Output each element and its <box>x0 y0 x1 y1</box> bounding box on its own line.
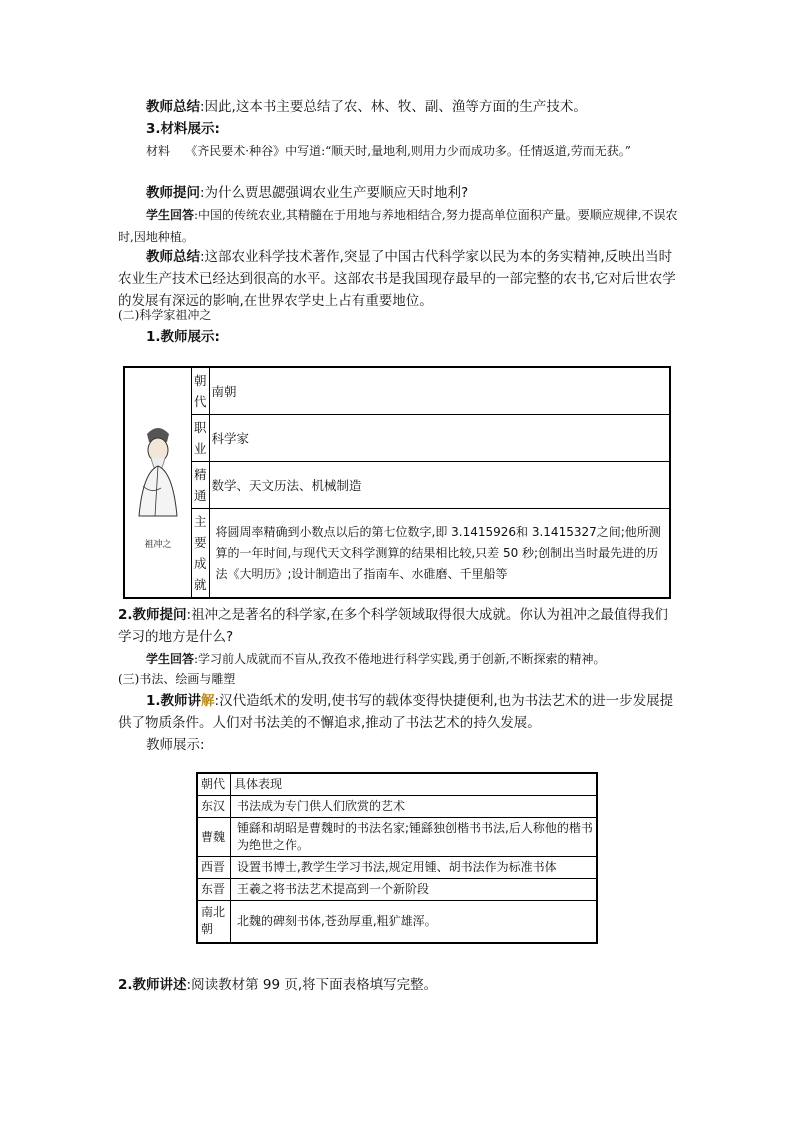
cell-details: 锺繇和胡昭是曹魏时的书法名家;锺繇独创楷书书法,后人称他的楷书为绝世之作。 <box>231 818 598 857</box>
row-label-profession: 职业 <box>192 415 210 462</box>
student-answer-1: 学生回答:中国的传统农业,其精髓在于用地与养地相结合,努力提高单位面积产量。要顺应规律,不误农时,因地种植。 <box>118 208 678 244</box>
teacher-narration-2: 2.教师讲述:阅读教材第 99 页,将下面表格填写完整。 <box>118 977 438 993</box>
teacher-summary-1: 教师总结:因此,这本书主要总结了农、林、牧、副、渔等方面的生产技术。 <box>146 99 587 115</box>
header-details: 具体表现 <box>231 773 598 796</box>
zu-chongzhi-table <box>123 366 671 599</box>
cell-details: 书法成为专门供人们欣赏的艺术 <box>231 796 598 818</box>
row-value-achievements: 将圆周率精确到小数点以后的第七位数字,即 3.1415926和 3.1415327之间;他所测算的一年时间,与现代天文科学测算的结果相比较,只差 50 秒;创制出当时最先进的历法《大明历》;设计制造出了指南车、水碓磨、千里船等 <box>209 509 670 599</box>
material-quote: 材料 《齐民要术·种谷》中写道:“顺天时,量地利,则用力少而成功多。任情返道,劳而无获。” <box>146 144 631 158</box>
row-label-expertise: 精通 <box>192 462 210 509</box>
section-2-item-1: 1.教师展示: <box>146 329 220 345</box>
teacher-display-label: 教师展示: <box>146 737 205 753</box>
cell-dynasty: 东晋 <box>197 879 231 901</box>
row-value-expertise: 数学、天文历法、机械制造 <box>209 462 670 509</box>
row-value-dynasty: 南朝 <box>209 367 670 415</box>
section-3-title: (三)书法、绘画与雕塑 <box>118 672 236 686</box>
cell-dynasty: 东汉 <box>197 796 231 818</box>
teacher-question-1: 教师提问:为什么贾思勰强调农业生产要顺应天时地利? <box>146 185 469 201</box>
cell-details: 设置书博士,教学生学习书法,规定用锺、胡书法作为标准书体 <box>231 857 598 879</box>
heading-material-display: 3.材料展示: <box>146 121 220 137</box>
row-label-dynasty: 朝代 <box>192 367 210 415</box>
cell-details: 王羲之将书法艺术提高到一个新阶段 <box>231 879 598 901</box>
cell-dynasty: 曹魏 <box>197 818 231 857</box>
cell-dynasty: 南北朝 <box>197 901 231 943</box>
cell-details: 北魏的碑刻书体,苍劲厚重,粗犷雄浑。 <box>231 901 598 943</box>
section-2-title: (二)科学家祖冲之 <box>118 308 212 322</box>
teacher-summary-2: 教师总结:这部农业科学技术著作,突显了中国古代科学家以民为本的务实精神,反映出当时农业生产技术已经达到很高的水平。这部农书是我国现存最早的一部完整的农书,它对后世农学的发展有深远的影响,在世界农学史上占有重要地位。 <box>118 249 676 309</box>
portrait-cell <box>124 367 192 598</box>
teacher-question-2: 2.教师提问:祖冲之是著名的科学家,在多个科学领域取得很大成就。你认为祖冲之最值得我们学习的地方是什么? <box>118 607 668 645</box>
student-answer-2: 学生回答:学习前人成就而不盲从,孜孜不倦地进行科学实践,勇于创新,不断探索的精神。 <box>146 652 606 666</box>
cell-dynasty: 西晋 <box>197 857 231 879</box>
calligraphy-table <box>196 772 598 944</box>
portrait-caption: 祖冲之 <box>144 539 172 550</box>
section-3-item-1: 1.教师讲解:汉代造纸术的发明,使书写的载体变得快捷便利,也为书法艺术的进一步发展提供了物质条件。人们对书法美的不懈追求,推动了书法艺术的持久发展。 <box>118 693 674 731</box>
header-dynasty: 朝代 <box>197 773 231 796</box>
zu-chongzhi-portrait-icon <box>125 416 191 536</box>
row-value-profession: 科学家 <box>209 415 670 462</box>
row-label-achievements: 主要成就 <box>192 509 210 599</box>
